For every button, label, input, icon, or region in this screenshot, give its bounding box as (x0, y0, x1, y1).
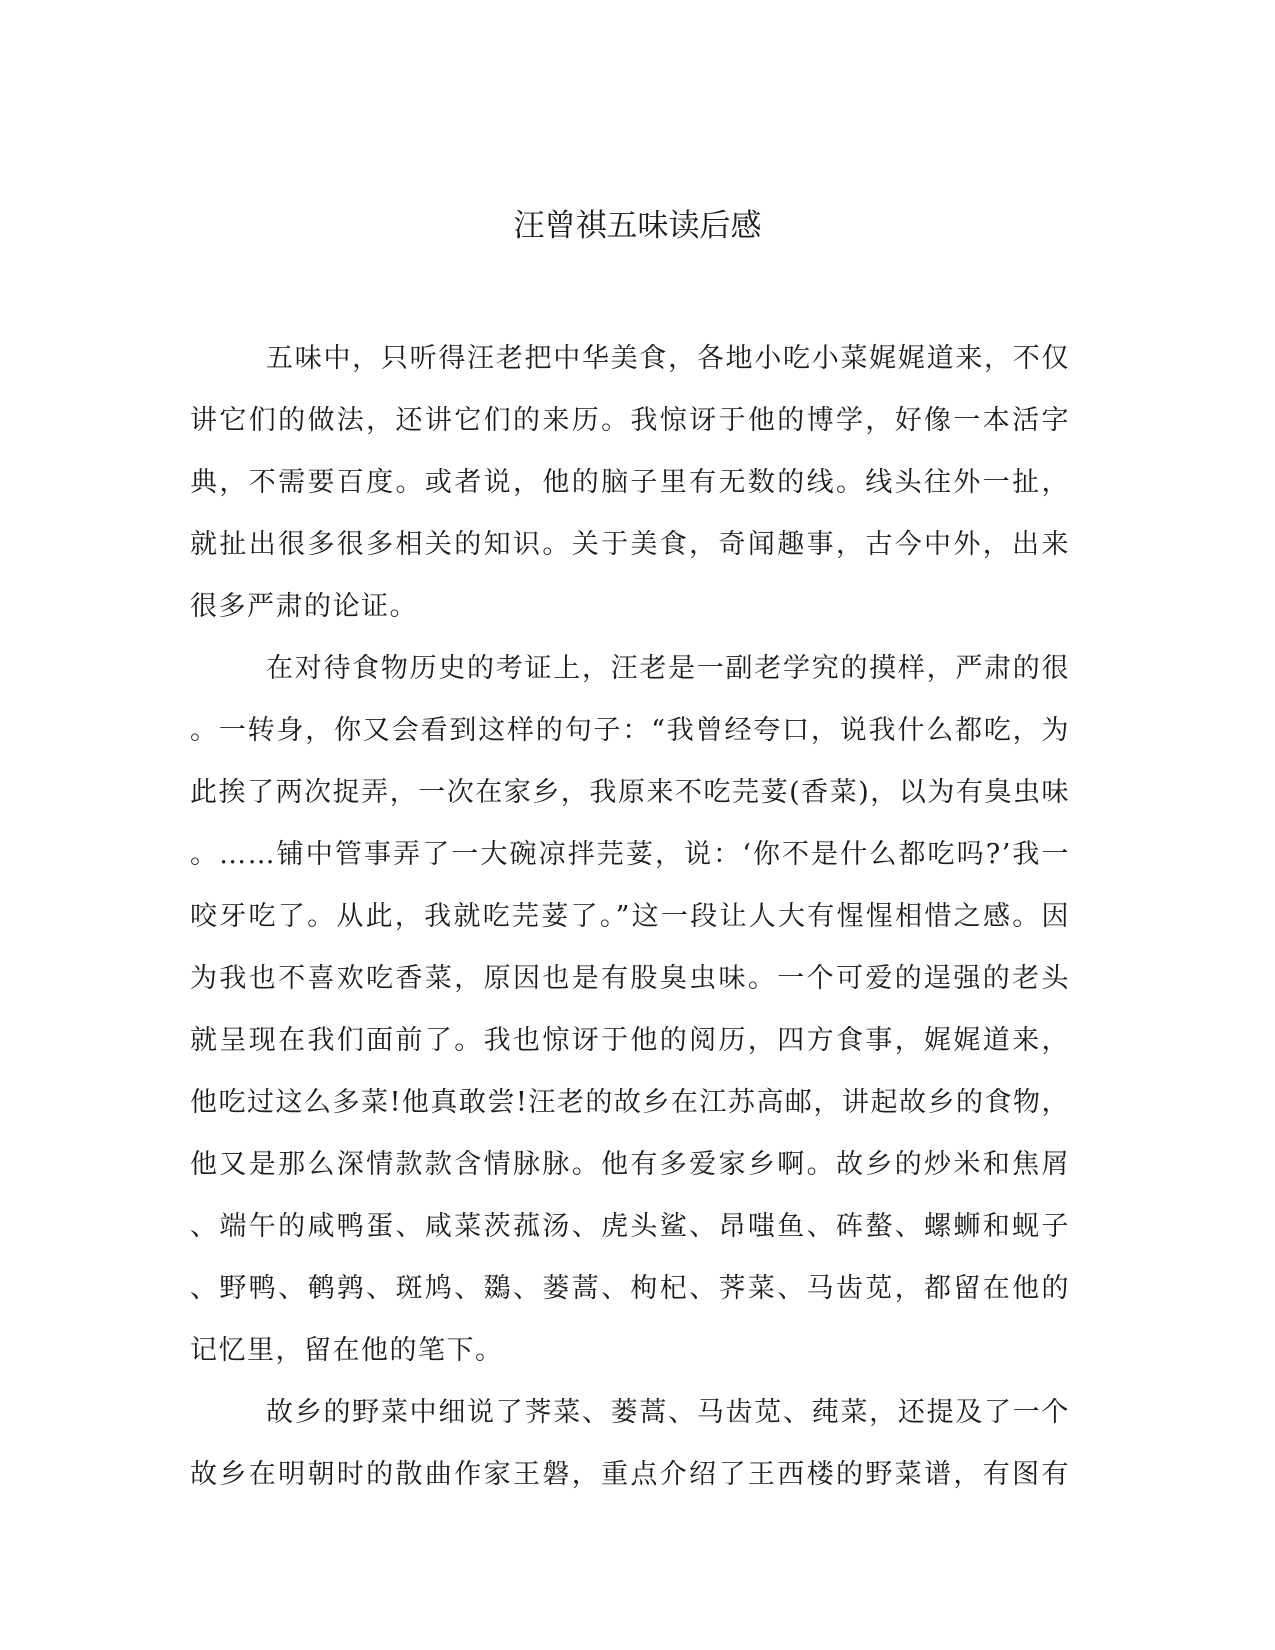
paragraph-2-line-12: 记忆里，留在他的笔下。 (190, 1335, 504, 1366)
paragraph-2-line-5: 咬牙吃了。从此，我就吃芫荽了。”这一段让人大有惺惺相惜之感。因 (190, 901, 1070, 932)
paragraph-2-line-8: 他吃过这么多菜!他真敢尝!汪老的故乡在江苏高邮，讲起故乡的食物， (190, 1087, 1070, 1118)
paragraph-2-line-7: 就呈现在我们面前了。我也惊讶于他的阅历，四方食事，娓娓道来， (190, 1025, 1070, 1056)
paragraph-2-line-11: 、野鸭、鹌鹑、斑鸠、鵽、蒌蒿、枸杞、荠菜、马齿苋，都留在他的 (190, 1273, 1070, 1304)
paragraph-1-line-4: 就扯出很多很多相关的知识。关于美食，奇闻趣事，古今中外，出来 (190, 529, 1070, 560)
paragraph-2-line-1: 在对待食物历史的考证上，汪老是一副老学究的摸样，严肃的很 (266, 653, 1070, 684)
paragraph-2-line-10: 、端午的咸鸭蛋、咸菜茨菰汤、虎头鲨、昂嗤鱼、砗螯、螺蛳和蚬子 (190, 1211, 1070, 1242)
paragraph-2-line-9: 他又是那么深情款款含情脉脉。他有多爱家乡啊。故乡的炒米和焦屑 (190, 1149, 1070, 1180)
document-body (190, 328, 1070, 1506)
paragraph-1-line-3: 典，不需要百度。或者说，他的脑子里有无数的线。线头往外一扯， (190, 467, 1070, 498)
paragraph-3-line-2: 故乡在明朝时的散曲作家王磐，重点介绍了王西楼的野菜谱，有图有 (190, 1459, 1070, 1490)
paragraph-2-line-6: 为我也不喜欢吃香菜，原因也是有股臭虫味。一个可爱的逞强的老头 (190, 963, 1070, 994)
document-title: 汪曾祺五味读后感 (513, 208, 762, 244)
paragraph-2-line-2: 。一转身，你又会看到这样的句子：“我曾经夸口，说我什么都吃，为 (190, 715, 1070, 746)
paragraph-1-line-5: 很多严肃的论证。 (190, 591, 418, 622)
paragraph-1-line-1: 五味中，只听得汪老把中华美食，各地小吃小菜娓娓道来，不仅 (266, 343, 1070, 374)
paragraph-2-line-3: 此挨了两次捉弄，一次在家乡，我原来不吃芫荽(香菜)，以为有臭虫味 (190, 777, 1070, 808)
paragraph-2-line-4: 。……铺中管事弄了一大碗凉拌芫荽，说：‘你不是什么都吃吗?’我一 (190, 839, 1070, 870)
paragraph-3-line-1: 故乡的野菜中细说了荠菜、蒌蒿、马齿苋、莼菜，还提及了一个 (266, 1397, 1070, 1428)
paragraph-1-line-2: 讲它们的做法，还讲它们的来历。我惊讶于他的博学，好像一本活字 (190, 405, 1070, 436)
